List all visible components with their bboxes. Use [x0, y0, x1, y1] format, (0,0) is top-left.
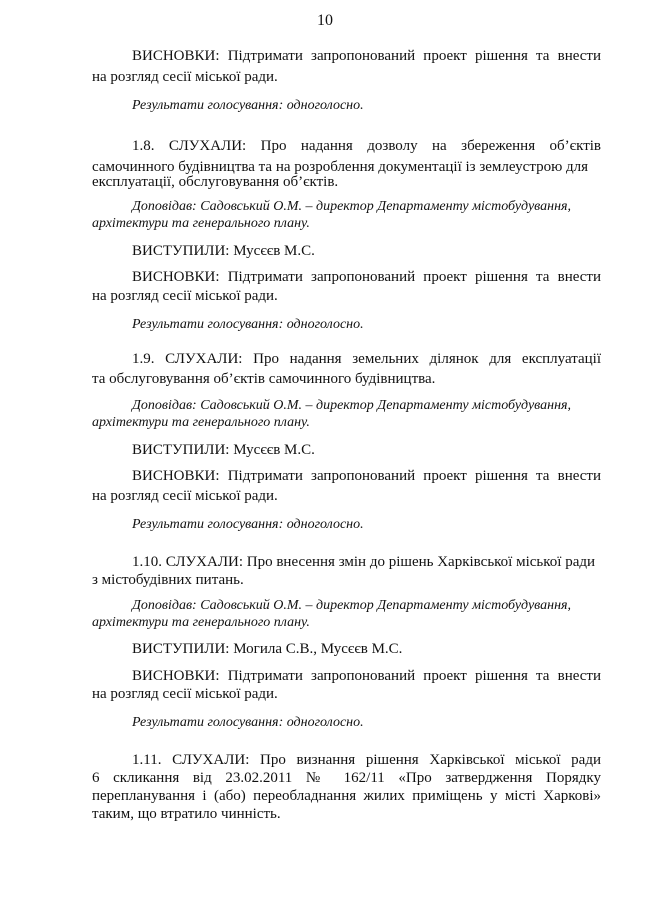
vote-result: Результати голосування: одноголосно. [132, 98, 364, 113]
item-heading: 1.9. СЛУХАЛИ: Про надання земельних ділянок для експлуатації [132, 351, 601, 367]
vote-result: Результати голосування: одноголосно. [132, 517, 364, 532]
item-heading: 1.11. СЛУХАЛИ: Про визнання рішення Харківської міської ради [132, 752, 601, 768]
conclusion-line: на розгляд сесії міської ради. [92, 686, 278, 702]
item-text: таким, що втратило чинність. [92, 806, 281, 822]
conclusion-line: на розгляд сесії міської ради. [92, 288, 278, 304]
item-heading: 1.10. СЛУХАЛИ: Про внесення змін до рішень Харківської міської ради [132, 554, 596, 570]
conclusion-line: на розгляд сесії міської ради. [92, 69, 278, 85]
conclusion-line: ВИСНОВКИ: Підтримати запропонований проект рішення та внести [132, 468, 601, 484]
vote-result: Результати голосування: одноголосно. [132, 715, 364, 730]
item-text: перепланування і (або) переобладнання жилих приміщень у місті Харкові» [92, 788, 601, 804]
conclusion-line: на розгляд сесії міської ради. [92, 488, 278, 504]
item-text: експлуатації, обслуговування об’єктів. [92, 174, 339, 190]
speaker-line: архітектури та генерального плану. [92, 216, 310, 231]
speakers-line: ВИСТУПИЛИ: Могила С.В., Мусєєв М.С. [132, 641, 403, 657]
conclusion-line: ВИСНОВКИ: Підтримати запропонований проект рішення та внести [132, 269, 601, 285]
speaker-line: Доповідав: Садовський О.М. – директор Департаменту містобудування, [132, 598, 572, 613]
item-text: самочинного будівництва та на розроблення документації із землеустрою для [92, 159, 589, 175]
page-number: 10 [317, 12, 333, 29]
speakers-line: ВИСТУПИЛИ: Мусєєв М.С. [132, 243, 315, 259]
speakers-line: ВИСТУПИЛИ: Мусєєв М.С. [132, 442, 315, 458]
vote-result: Результати голосування: одноголосно. [132, 317, 364, 332]
item-text: 6 скликання від 23.02.2011 № 162/11 «Про затвердження Порядку [92, 770, 601, 786]
item-heading: 1.8. СЛУХАЛИ: Про надання дозволу на збереження об’єктів [132, 138, 601, 154]
speaker-line: Доповідав: Садовський О.М. – директор Департаменту містобудування, [132, 398, 572, 413]
conclusion-line: ВИСНОВКИ: Підтримати запропонований проект рішення та внести [132, 48, 601, 64]
speaker-line: архітектури та генерального плану. [92, 415, 310, 430]
item-text: та обслуговування об’єктів самочинного будівництва. [92, 371, 436, 387]
speaker-line: архітектури та генерального плану. [92, 615, 310, 630]
conclusion-line: ВИСНОВКИ: Підтримати запропонований проект рішення та внести [132, 668, 601, 684]
speaker-line: Доповідав: Садовський О.М. – директор Департаменту містобудування, [132, 199, 572, 214]
item-text: з містобудівних питань. [92, 572, 244, 588]
